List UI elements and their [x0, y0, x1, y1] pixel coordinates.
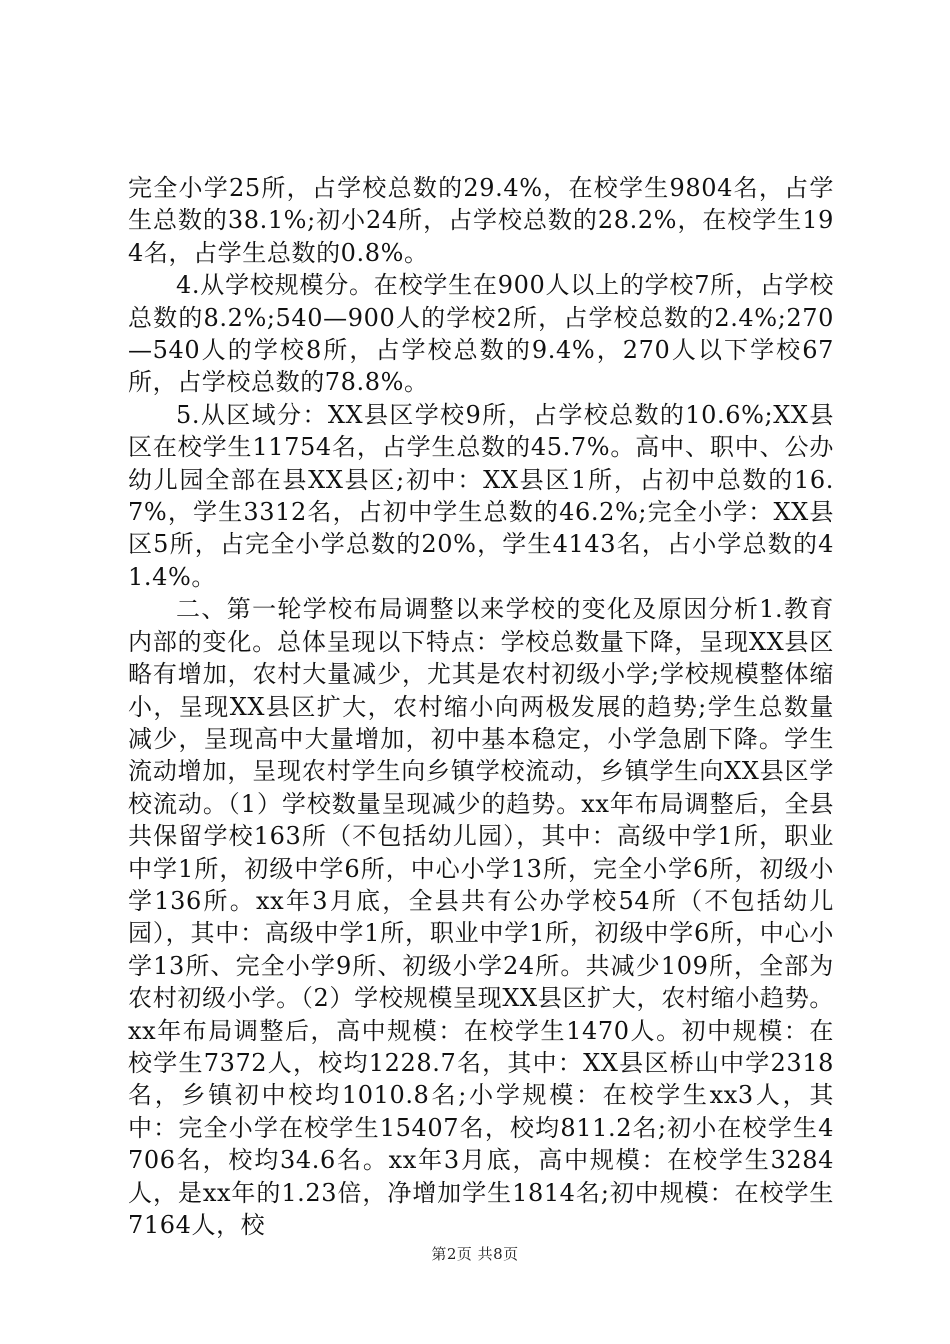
page-footer: 第2页 共8页: [431, 1245, 519, 1263]
paragraph-school-counts: 完全小学25所，占学校总数的29.4%，在校学生9804名，占学生总数的38.1%;初小24所，占学校总数的28.2%，在校学生194名，占学生总数的0.8%。: [128, 174, 834, 267]
paragraph-region: 5.从区域分：XX县区学校9所，占学校总数的10.6%;XX县区在校学生11754名，占学生总数的45.7%。高中、职中、公办幼儿园全部在县XX县区;初中：XX县区1所，占初中总数的16.7%，学生3312名，占初中学生总数的46.2%;完全小学：XX县区5所，占完全小学总数的20%，学生4143名，占小学总数的41.4%。: [128, 400, 834, 591]
paragraph-changes-analysis: 二、第一轮学校布局调整以来学校的变化及原因分析1.教育内部的变化。总体呈现以下特点：学校总数量下降，呈现XX县区略有增加，农村大量减少，尤其是农村初级小学;学校规模整体缩小，呈现XX县区扩大，农村缩小向两极发展的趋势;学生总数量减少，呈现高中大量增加，初中基本稳定，小学急剧下降。学生流动增加，呈现农村学生向乡镇学校流动，乡镇学生向XX县区学校流动。（1）学校数量呈现减少的趋势。xx年布局调整后，全县共保留学校163所（不包括幼儿园），其中：高级中学1所，职业中学1所，初级中学6所，中心小学13所，完全小学6所，初级小学136所。xx年3月底，全县共有公办学校54所（不包括幼儿园），其中：高级中学1所，职业中学1所，初级中学6所，中心小学13所、完全小学9所、初级小学24所。共减少109所，全部为农村初级小学。（2）学校规模呈现XX县区扩大，农村缩小趋势。xx年布局调整后，高中规模：在校学生1470人。初中规模：在校学生7372人，校均1228.7名，其中：XX县区桥山中学2318名，乡镇初中校均1010.8名;小学规模：在校学生xx3人，其中：完全小学在校学生15407名，校均811.2名;初小在校学生4706名，校均34.6名。xx年3月底，高中规模：在校学生3284人，是xx年的1.23倍，净增加学生1814名;初中规模：在校学生7164人，校: [128, 595, 834, 1239]
document-body: [128, 172, 834, 1241]
paragraph-school-scale: 4.从学校规模分。在校学生在900人以上的学校7所，占学校总数的8.2%;540—900人的学校2所，占学校总数的2.4%;270—540人的学校8所，占学校总数的9.4%，270人以下学校67所，占学校总数的78.8%。: [128, 271, 834, 397]
